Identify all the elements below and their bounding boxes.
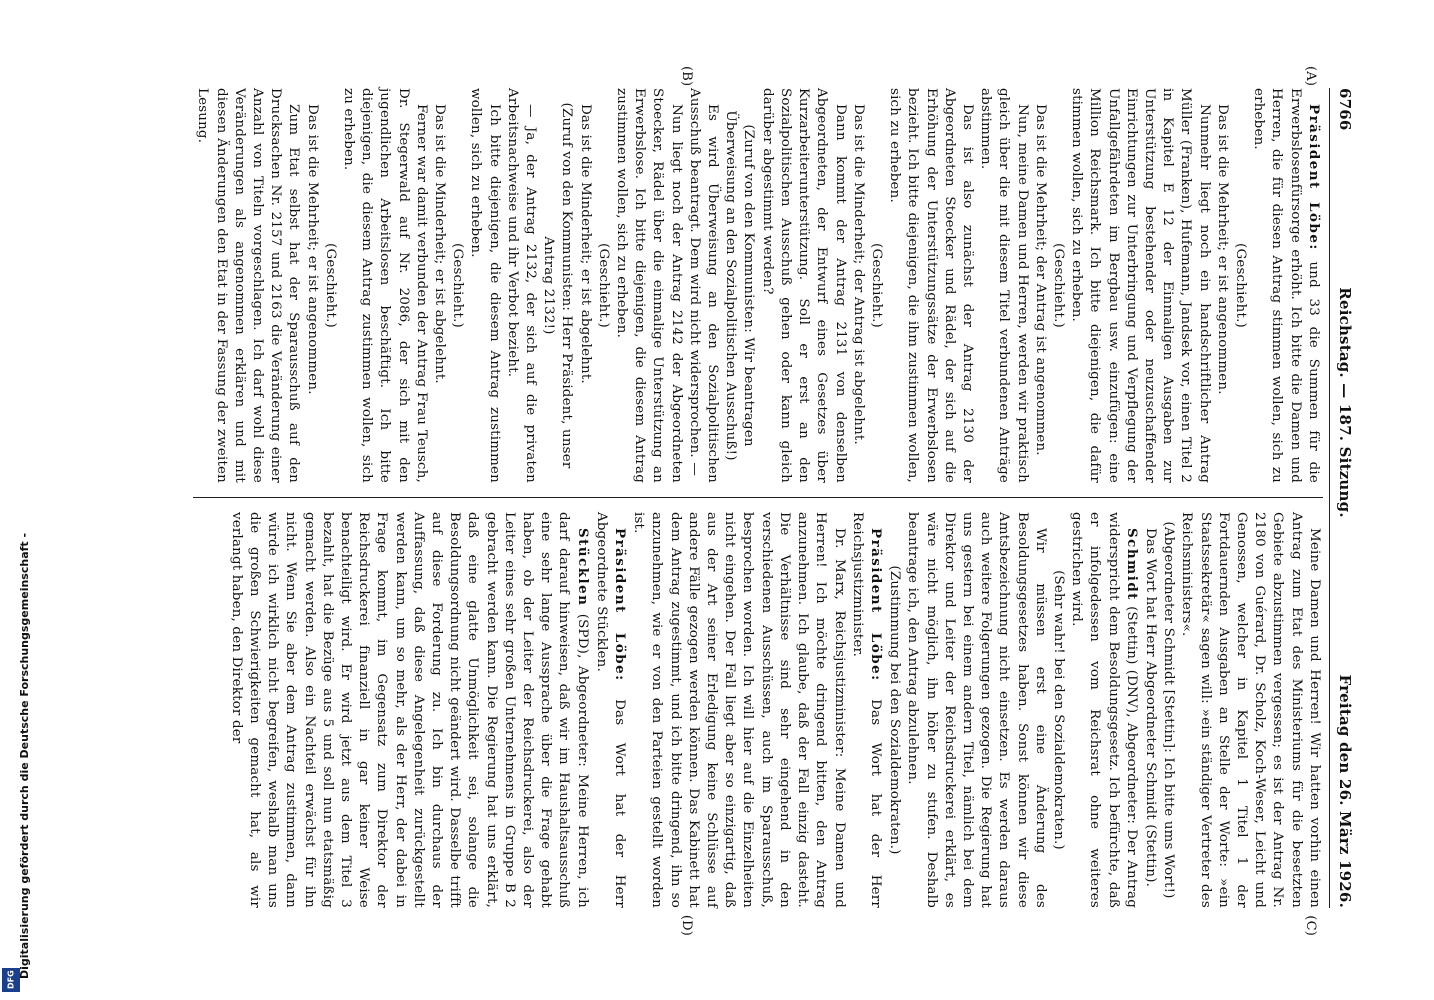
margin-marker-a: (A) — [1302, 66, 1318, 87]
interjection: (Geschieht.) — [595, 243, 611, 328]
margin-marker-b: (B) — [678, 66, 694, 87]
interjection: (Geschieht.) — [450, 243, 466, 328]
paragraph-text: — Ja, der Antrag 2132, der sich auf die privaten Arbeitsnachweise und ihr Verbot bezieht. — [504, 88, 539, 483]
paragraph-text: Das Wort hat Herr Abgeordneter Schmidt (Stettin). — [1142, 528, 1158, 888]
paragraph-text: Nun liegt noch der Antrag 2142 der Abgeordneten Stoecker, Rädel über die einmalige Unterstützung an Erwerbslose. Ich bitte diejenigen, die diesem Antrag zustimmen wollen, sich zu erheben. — [614, 88, 684, 483]
paragraph — [1067, 88, 1213, 483]
speaker-name: Präsident Löbe: — [867, 528, 884, 682]
interjection: (Sehr wahr! bei den Sozialdemokraten.) — [1050, 570, 1066, 850]
speaker-name: Schmidt — [1123, 528, 1140, 601]
speaker-name: Präsident Löbe: — [612, 528, 629, 682]
paragraph-text: Dann kommt der Antrag 2131 von denselben Abgeordneten, der Entwurf eines Gesetzes über Kurzarbeiterunterstützung. Soll er erst an den Sozialpolitischen Ausschuß gehen oder kann gleich darüber abgestimmt werden? — [759, 88, 848, 483]
paragraph — [1141, 512, 1159, 908]
paragraph — [1031, 88, 1049, 483]
paragraph-text: Das ist die Minderheit; der Antrag ist abgelehnt. — [850, 104, 866, 445]
paragraph — [227, 512, 592, 908]
text-columns — [193, 66, 1323, 936]
paragraph-text: (Stettin) (DNV), Abgeordneter: Der Antrag widerspricht dem Besoldungsgesetz. Ich befürchte, daß er infolgedessen vom Reichsrat ohne weiteres gestrichen wird. — [1069, 512, 1139, 908]
interjection: (Abgeordneter Schmidt [Stettin]: Ich bitte ums Wort!) — [1161, 521, 1177, 899]
interjection: (Zustimmung bei den Sozialdemokraten.) — [887, 565, 903, 855]
paragraph-text: Das ist also zunächst der Antrag 2130 der Abgeordneten Stoecker und Rädel, der sich auf die Erhöhung der Unterstützungssätze der Erwerbslosen bezieht. Ich bitte diejenigen, die ihm zustimmen wollen, sich zu erheben. — [887, 88, 975, 483]
paragraph-text: Dr. Marx, Reichsjustizminister: Meine Damen und Herren! Ich möchte dringend bitten, den Antrag anzunehmen. Ich glaube, daß der Fall einzig dasteht. Die Verhältnisse sind sehr eingehend in den verschiedenen Ausschüssen, auch im Sparausschuß, besprochen worden. Ich will hier auf die Einzelheiten nicht eingehen. Der Fall liegt aber so einzigartig, daß aus der Art seiner Erledigung keine Schlüsse auf andere Fälle gezogen werden können. Das Kabinett hat dem Antrag zugestimmt, und ich bitte dringend, ihn so anzunehmen, wie er von den Parteien gestellt worden ist. — [631, 512, 847, 908]
paragraph-text: und 33 die Summen für die Erwerbslosenfürsorge erhöht. Ich bitte die Damen und Herren, die für diesen Antrag stimmen wollen, sich zu erheben. — [1251, 88, 1321, 483]
paragraph — [758, 88, 849, 483]
paragraph — [339, 88, 430, 483]
interjection: (Geschieht.) — [1232, 243, 1248, 328]
paragraph-text: Das Wort hat der Herr Reichsjustizminister. — [849, 512, 883, 908]
page-number: 6766 — [1336, 88, 1354, 131]
speaker-name: Stücklen — [574, 528, 591, 607]
session-date: Freitag den 26. März 1926. — [1336, 674, 1354, 908]
paragraph — [685, 88, 721, 483]
paragraph-text: Das ist die Mehrheit; der Antrag ist angenommen. — [1032, 104, 1048, 456]
paragraph-text: Zum Etat selbst hat der Sparausschuß auf den Drucksachen Nr. 2157 und 2163 die Veränderung einer Anzahl von Titeln vorgeschlagen. Ich darf wohl diese Veränderungen als angenommen erklären und mit diesen Änderungen den Etat in der Fassung der zweiten Lesung. — [195, 88, 302, 483]
digitization-credit: Digitalisierung gefördert durch die Deutsche Forschungsgemeinschaft - — [18, 532, 31, 979]
paragraph — [629, 512, 847, 908]
page-header — [1329, 88, 1354, 908]
paragraph — [193, 88, 302, 483]
paragraph — [903, 512, 1049, 908]
paragraph-text: Meine Damen und Herren! Wir hatten vorhin einen Antrag zum Etat des Ministeriums für die besetzten Gebiete abzustimmen vergessen; es ist der Antrag Nr. 2180 von Guérard, Dr. Scholz, Koch-Weser, Leicht und Genossen, welcher in Kapitel 1 Titel 1 der Fortdauernden Ausgaben an Stelle der Worte: »ein Staatssekretär« sagen will: »ein ständiger Vertreter des Reichsministers«. — [1179, 512, 1322, 908]
dfg-logo: DFG — [2, 968, 20, 992]
paragraph-text: Ich bitte diejenigen, die diesem Antrag zustimmen wollen, sich zu erheben. — [468, 88, 502, 483]
paragraph-text: Das ist die Mehrheit; er ist angenommen. — [304, 104, 320, 395]
paragraph — [976, 88, 1031, 483]
paragraph — [1067, 512, 1141, 908]
paragraph — [1249, 88, 1323, 483]
paragraph — [503, 88, 539, 483]
interjection: (Geschieht.) — [1050, 243, 1066, 328]
paragraph — [885, 88, 976, 483]
paragraph-text: Nun, meine Damen und Herren, werden wir praktisch gleich über die mit diesem Titel verbundenen Anträge abstimmen. — [978, 88, 1030, 483]
interjection: (Zuruf von den Kommunisten: Wir beantragen Überweisung an den Sozialpolitischen Ausschuß!) — [723, 110, 757, 461]
paragraph — [1213, 88, 1231, 483]
margin-marker-d: (D) — [678, 914, 694, 936]
margin-marker-c: (C) — [1302, 915, 1318, 936]
paragraph-text: Das Wort hat der Herr Abgeordnete Stücklen. — [593, 512, 628, 908]
paragraph-text: Ferner war damit verbunden der Antrag Frau Teusch, Dr. Stegerwald auf Nr. 2086, der sich mit den jugendlichen Arbeitslosen beschäftigt. Ich bitte diejenigen, die diesem Antrag zustimmen wollen, sich zu erheben. — [341, 88, 429, 483]
speaker-name: Präsident Löbe: — [1305, 104, 1322, 251]
paragraph-text: Das ist die Mehrheit; er ist angenommen. — [1214, 104, 1230, 395]
paragraph — [612, 88, 685, 483]
paragraph — [1177, 512, 1323, 908]
right-column — [193, 498, 1323, 908]
paragraph-text: Es wird Überweisung an den Sozialpolitischen Ausschuß beantragt. Dem wird nicht widersprochen. — — [686, 88, 721, 483]
paragraph-text: Das ist die Minderheit; er ist abgelehnt. — [432, 104, 448, 384]
paragraph — [849, 88, 867, 483]
interjection: (Geschieht.) — [322, 243, 338, 328]
paragraph-text: Wir müssen erst eine Änderung des Besoldungsgesetzes haben. Sonst können wir diese Amtsbezeichnung nicht einsetzen. Es werden daraus auch weitere Folgerungen gezogen. Die Regierung hat uns gestern bei einem andern Titel, nämlich bei dem Direktor und Leiter der Reichsdruckerei erklärt, es wäre nicht möglich, ihn höher zu stufen. Deshalb beantrage ich, den Antrag abzulehnen. — [905, 512, 1048, 908]
paragraph — [302, 88, 320, 483]
paragraph-text: (SPD), Abgeordneter: Meine Herren, ich darf darauf hinweisen, daß wir im Haushaltsausschuß eine sehr lange Aussprache über die Frage gehabt haben, ob der Leiter der Reichsdruckerei, also der Leiter eines sehr großen Unternehmens in Gruppe B 2 gebracht werden kann. Die Regierung hat uns erklärt, daß eine glatte Unmöglichkeit sei, solange die Besoldungsordnung nicht geändert wird. Dasselbe trifft auf diese Forderung zu. Ich bin durchaus der Auffassung, daß diese Angelegenheit zurückgestellt werden kann, um so mehr, als der Herr, der dabei in Frage kommt, im Gegensatz zum Direktor der Reichsdruckerei finanziell in gar keiner Weise benachteiligt wird. Er wird jetzt aus dem Titel 3 bezahlt, hat die Bezüge aus 5 und soll nun etatsmäßig gemacht werden. Also ein Nachteil erwächst für ihn nicht. Wenn Sie aber dem Antrag zustimmen, dann würde ich wirklich nicht begreifen, weshalb man uns die großen Schwierigkeiten gemacht hat, als wir verlangt haben, den Direktor der — [228, 512, 590, 909]
paragraph — [848, 512, 885, 908]
paragraph-text: Das ist die Minderheit; er ist abgelehnt. — [577, 104, 593, 384]
interjection: (Zuruf von den Kommunisten: Herr Präsident, unser Antrag 2132!) — [541, 102, 575, 469]
paragraph — [575, 88, 593, 483]
interjection: (Geschieht.) — [868, 243, 884, 328]
left-column — [193, 88, 1323, 498]
digitization-footer — [0, 0, 31, 1000]
paragraph — [430, 88, 448, 483]
running-title: Reichstag. — 187. Sitzung. — [1336, 287, 1354, 518]
paragraph — [592, 512, 629, 908]
paragraph-text: Nunmehr liegt noch ein handschriftlicher Antrag Müller (Franken), Hufemann, Jandsek vor, einen Titel 2 in Kapitel E 12 der Einmaligen Ausgaben zur Unterstützung bestehender oder neuzuschaffender Einrichtungen zur Unterbringung und Verpflegung der Unfallgefährdeten im Bergbau usw. einzufügen: eine Million Reichsmark. Ich bitte diejenigen, die dafür stimmen wollen, sich zu erheben. — [1069, 88, 1212, 483]
paragraph — [466, 88, 502, 483]
